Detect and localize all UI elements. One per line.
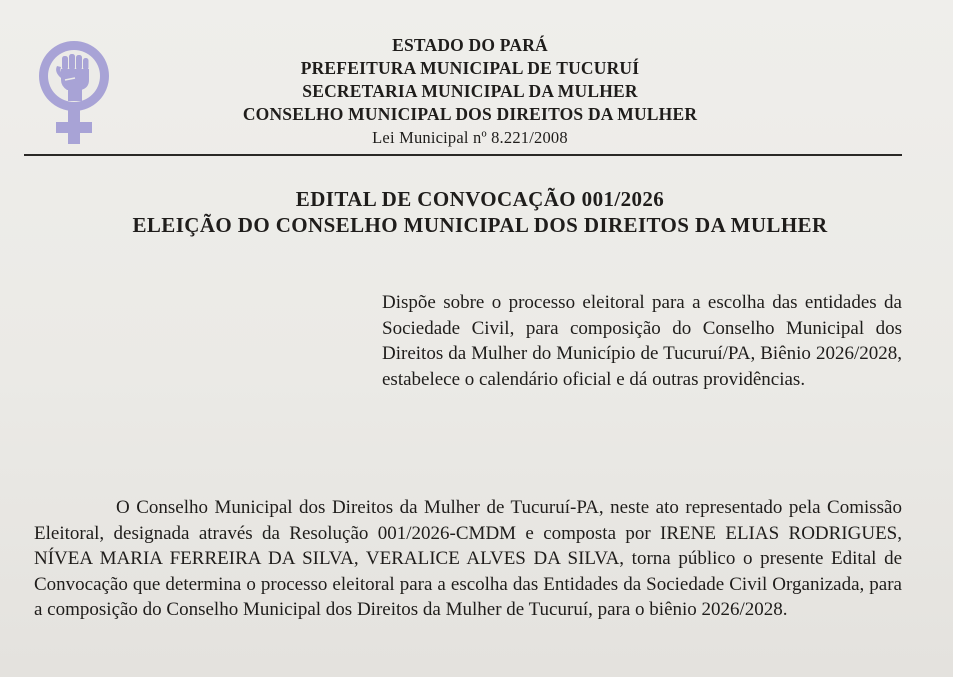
header-law: Lei Municipal nº 8.221/2008 <box>372 128 568 147</box>
header-secretariat: SECRETARIA MUNICIPAL DA MULHER <box>302 81 638 101</box>
header-council: CONSELHO MUNICIPAL DOS DIREITOS DA MULHER <box>242 104 698 124</box>
header-state: ESTADO DO PARÁ <box>392 35 548 55</box>
title-edital: EDITAL DE CONVOCAÇÃO 001/2026 <box>295 187 665 211</box>
header-divider <box>24 154 902 156</box>
document-header <box>150 34 790 149</box>
body-paragraph: O Conselho Municipal dos Direitos da Mulher de Tucuruí-PA, neste ato representado pela Comissão Eleitoral, designada através da Resolução 001/2026-CMDM e composta por IRENE ELIAS RODRIGUES, NÍVEA MARIA FERREIRA DA SILVA, VERALICE ALVES DA SILVA, torna público o presente Edital de Convocação que determina o processo eleitoral para a escolha das Entidades da Sociedade Civil Organizada, para a composição do Conselho Municipal dos Direitos da Mulher de Tucuruí, para o biênio 2026/2028. <box>34 497 902 620</box>
logo <box>30 36 120 146</box>
header-prefecture: PREFEITURA MUNICIPAL DE TUCURUÍ <box>300 58 640 78</box>
summary-paragraph: Dispõe sobre o processo eleitoral para a escolha das entidades da Sociedade Civil, para composição do Conselho Municipal dos Direitos da Mulher do Município de Tucuruí/PA, Biênio 2026/2028, estabelece o calendário oficial e dá outras providências. <box>382 292 902 390</box>
raised-fist-female-symbol-icon <box>30 36 120 146</box>
title-election: ELEIÇÃO DO CONSELHO MUNICIPAL DOS DIREITOS DA MULHER <box>132 213 828 237</box>
document-title <box>40 186 920 238</box>
